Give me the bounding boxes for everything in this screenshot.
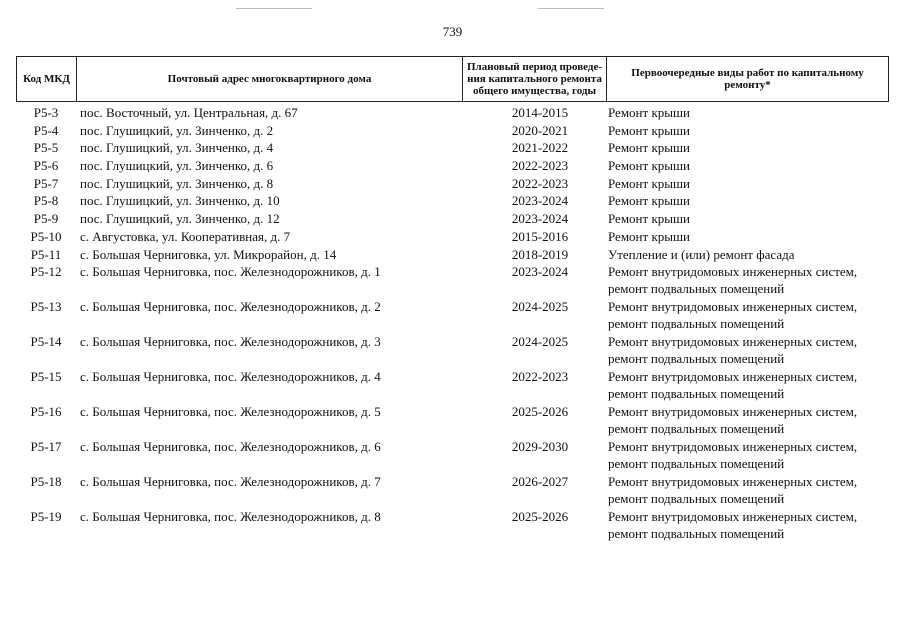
row-period: 2022-2023 — [511, 369, 569, 385]
row-works: Ремонт внутридомовых инженерных систем, ремонт подвальных помещений — [608, 439, 858, 472]
row-period: 2023-2024 — [511, 211, 569, 227]
row-code: Р5-16 — [30, 404, 62, 420]
row-period: 2026-2027 — [511, 474, 569, 490]
row-period: 2020-2021 — [511, 122, 569, 138]
table-row — [16, 403, 888, 438]
row-code: Р5-12 — [30, 264, 62, 280]
row-period: 2024-2025 — [511, 334, 569, 350]
row-period: 2021-2022 — [511, 140, 569, 156]
row-address: с. Августовка, ул. Кооперативная, д. 7 — [80, 228, 291, 244]
row-address: пос. Глушицкий, ул. Зинченко, д. 6 — [80, 158, 274, 174]
table-row — [16, 246, 888, 264]
header-address: Почтовый адрес многоквартирного дома — [77, 57, 463, 102]
row-works: Ремонт внутридомовых инженерных систем, ремонт подвальных помещений — [608, 474, 858, 507]
row-works: Ремонт внутридомовых инженерных систем, ремонт подвальных помещений — [608, 509, 858, 542]
table-body — [16, 104, 888, 543]
row-works: Ремонт внутридомовых инженерных систем, ремонт подвальных помещений — [608, 404, 858, 437]
row-address: с. Большая Черниговка, пос. Железнодорожников, д. 2 — [80, 299, 381, 315]
row-period: 2014-2015 — [511, 105, 569, 120]
row-period: 2023-2024 — [511, 193, 569, 209]
row-works: Ремонт внутридомовых инженерных систем, ремонт подвальных помещений — [608, 299, 858, 332]
table-row — [16, 192, 888, 210]
scan-artifact-right — [538, 8, 604, 9]
row-code: Р5-13 — [30, 299, 62, 315]
table-row — [16, 157, 888, 175]
row-address: пос. Глушицкий, ул. Зинченко, д. 10 — [80, 193, 280, 209]
table-row — [16, 438, 888, 473]
row-works: Ремонт внутридомовых инженерных систем, ремонт подвальных помещений — [608, 334, 858, 367]
row-code: Р5-8 — [33, 193, 59, 209]
row-period: 2025-2026 — [511, 404, 569, 420]
table-row — [16, 473, 888, 508]
row-address: с. Большая Черниговка, пос. Железнодорожников, д. 5 — [80, 404, 381, 420]
row-period: 2023-2024 — [511, 264, 569, 280]
row-works: Утепление и (или) ремонт фасада — [608, 246, 795, 262]
page-number: 739 — [442, 24, 463, 39]
table-row — [16, 263, 888, 298]
row-address: с. Большая Черниговка, пос. Железнодорожников, д. 4 — [80, 369, 381, 385]
row-period: 2029-2030 — [511, 439, 569, 455]
row-period: 2024-2025 — [511, 299, 569, 315]
row-works: Ремонт крыши — [608, 228, 690, 244]
row-code: Р5-5 — [33, 140, 59, 156]
row-works: Ремонт крыши — [608, 175, 690, 191]
row-address: с. Большая Черниговка, пос. Железнодорожников, д. 8 — [80, 509, 381, 525]
row-code: Р5-9 — [33, 211, 59, 227]
scan-artifact-left — [236, 8, 312, 9]
table-row — [16, 139, 888, 157]
row-code: Р5-19 — [30, 509, 62, 525]
row-period: 2022-2023 — [511, 175, 569, 191]
row-code: Р5-3 — [33, 105, 59, 120]
row-period: 2025-2026 — [511, 509, 569, 525]
row-period: 2015-2016 — [511, 228, 569, 244]
row-address: пос. Глушицкий, ул. Зинченко, д. 8 — [80, 175, 274, 191]
header-period: Плановый период проведе- ния капитального ремонта общего имущества, годы — [463, 57, 607, 102]
row-code: Р5-7 — [33, 175, 59, 191]
row-period: 2018-2019 — [511, 246, 569, 262]
row-address: с. Большая Черниговка, пос. Железнодорожников, д. 7 — [80, 474, 381, 490]
row-address: с. Большая Черниговка, пос. Железнодорожников, д. 6 — [80, 439, 381, 455]
table-row — [16, 228, 888, 246]
row-works: Ремонт внутридомовых инженерных систем, ремонт подвальных помещений — [608, 264, 858, 297]
table-row — [16, 104, 888, 122]
table-row — [16, 210, 888, 228]
row-address: с. Большая Черниговка, пос. Железнодорожников, д. 3 — [80, 334, 381, 350]
row-code: Р5-10 — [30, 228, 62, 244]
row-works: Ремонт крыши — [608, 193, 690, 209]
table-row — [16, 508, 888, 543]
table-header — [16, 56, 889, 102]
table-row — [16, 368, 888, 403]
header-works: Первоочередные виды работ по капитальному ремонту* — [607, 57, 889, 102]
row-code: Р5-6 — [33, 158, 59, 174]
row-works: Ремонт крыши — [608, 211, 690, 227]
row-code: Р5-15 — [30, 369, 62, 385]
row-works: Ремонт крыши — [608, 140, 690, 156]
row-address: пос. Глушицкий, ул. Зинченко, д. 2 — [80, 122, 274, 138]
table-row — [16, 122, 888, 140]
row-code: Р5-11 — [30, 246, 62, 262]
row-code: Р5-14 — [30, 334, 62, 350]
row-address: пос. Восточный, ул. Центральная, д. 67 — [80, 105, 298, 120]
row-address: с. Большая Черниговка, ул. Микрорайон, д. 14 — [80, 246, 337, 262]
row-address: пос. Глушицкий, ул. Зинченко, д. 4 — [80, 140, 274, 156]
row-address: пос. Глушицкий, ул. Зинченко, д. 12 — [80, 211, 280, 227]
table-row — [16, 333, 888, 368]
row-address: с. Большая Черниговка, пос. Железнодорожников, д. 1 — [80, 264, 381, 280]
row-works: Ремонт внутридомовых инженерных систем, ремонт подвальных помещений — [608, 369, 858, 402]
header-code: Код МКД — [17, 57, 77, 102]
row-code: Р5-18 — [30, 474, 62, 490]
row-period: 2022-2023 — [511, 158, 569, 174]
table-row — [16, 298, 888, 333]
row-works: Ремонт крыши — [608, 158, 690, 174]
row-works: Ремонт крыши — [608, 105, 690, 120]
row-code: Р5-17 — [30, 439, 62, 455]
table-row — [16, 175, 888, 193]
row-works: Ремонт крыши — [608, 122, 690, 138]
row-code: Р5-4 — [33, 122, 59, 138]
